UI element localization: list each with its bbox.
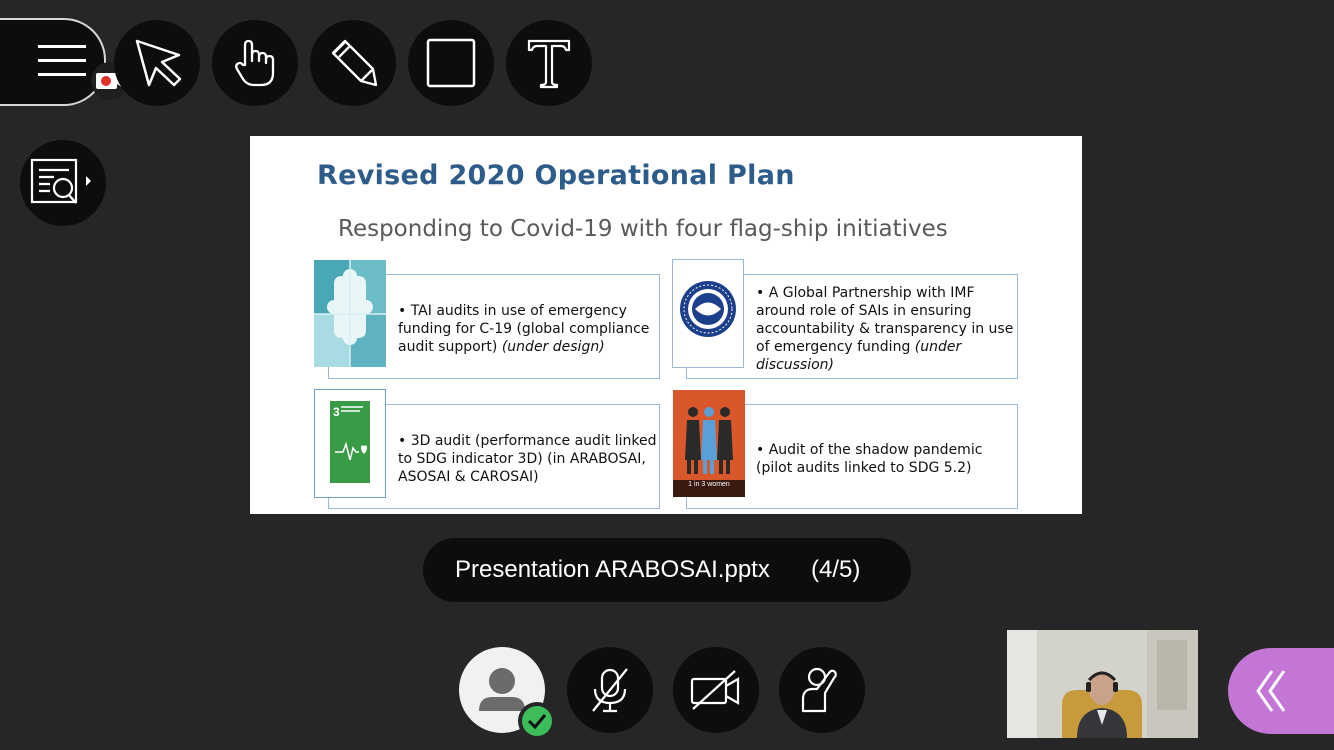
presentation-file-bar[interactable] <box>423 538 911 602</box>
double-chevron-left-icon <box>1252 666 1292 716</box>
participant-video[interactable] <box>1007 630 1198 738</box>
file-name: Presentation ARABOSAI.pptx <box>455 556 770 583</box>
pan-tool-button[interactable] <box>212 20 298 106</box>
svg-text:3: 3 <box>333 405 340 419</box>
rectangle-icon <box>423 35 479 91</box>
thumb-caption: 1 in 3 women <box>688 481 730 488</box>
page-counter: (4/5) <box>811 556 861 583</box>
collapse-panel-button[interactable] <box>1228 648 1334 734</box>
slide-navigator-icon <box>30 158 96 208</box>
imf-logo-image <box>672 259 744 368</box>
initiative-text: • TAI audits in use of emergency funding for C-19 (global compliance audit support) (under design) <box>398 303 650 355</box>
initiative-text: • Audit of the shadow pandemic (pilot audits linked to SDG 5.2) <box>756 442 983 476</box>
pencil-tool-button[interactable] <box>310 20 396 106</box>
pan-hand-icon <box>227 35 283 91</box>
initiative-text: • 3D audit (performance audit linked to SDG indicator 3D) (in ARABOSAI, ASOSAI & CAROSAI) <box>398 433 657 485</box>
text-tool-button[interactable] <box>506 20 592 106</box>
pointer-tool-button[interactable] <box>114 20 200 106</box>
one-in-three-women-image <box>673 390 745 497</box>
rectangle-tool-button[interactable] <box>408 20 494 106</box>
menu-icon <box>38 44 88 78</box>
sdg3-image <box>314 389 386 498</box>
initiative-text: • A Global Partnership with IMF around role of SAIs in ensuring accountability & transparency in use of emergency funding (under discussion) <box>756 285 1014 373</box>
puzzle-image <box>314 260 386 367</box>
presentation-slide <box>250 136 1082 514</box>
microphone-toggle-button[interactable] <box>567 647 653 733</box>
slide-navigator-button[interactable] <box>20 140 106 226</box>
camera-off-icon <box>689 667 743 713</box>
menu-button[interactable] <box>0 18 106 106</box>
status-badge <box>518 702 556 740</box>
pointer-icon <box>129 35 185 91</box>
camera-toggle-button[interactable] <box>673 647 759 733</box>
microphone-muted-icon <box>585 665 635 715</box>
raise-hand-icon <box>795 663 849 717</box>
checkmark-icon <box>521 705 553 737</box>
slide-subtitle: Responding to Covid-19 with four flag-ship initiatives <box>338 216 948 242</box>
text-tool-icon <box>521 35 577 91</box>
raise-hand-button[interactable] <box>779 647 865 733</box>
pencil-icon <box>325 35 381 91</box>
slide-title: Revised 2020 Operational Plan <box>317 160 795 191</box>
